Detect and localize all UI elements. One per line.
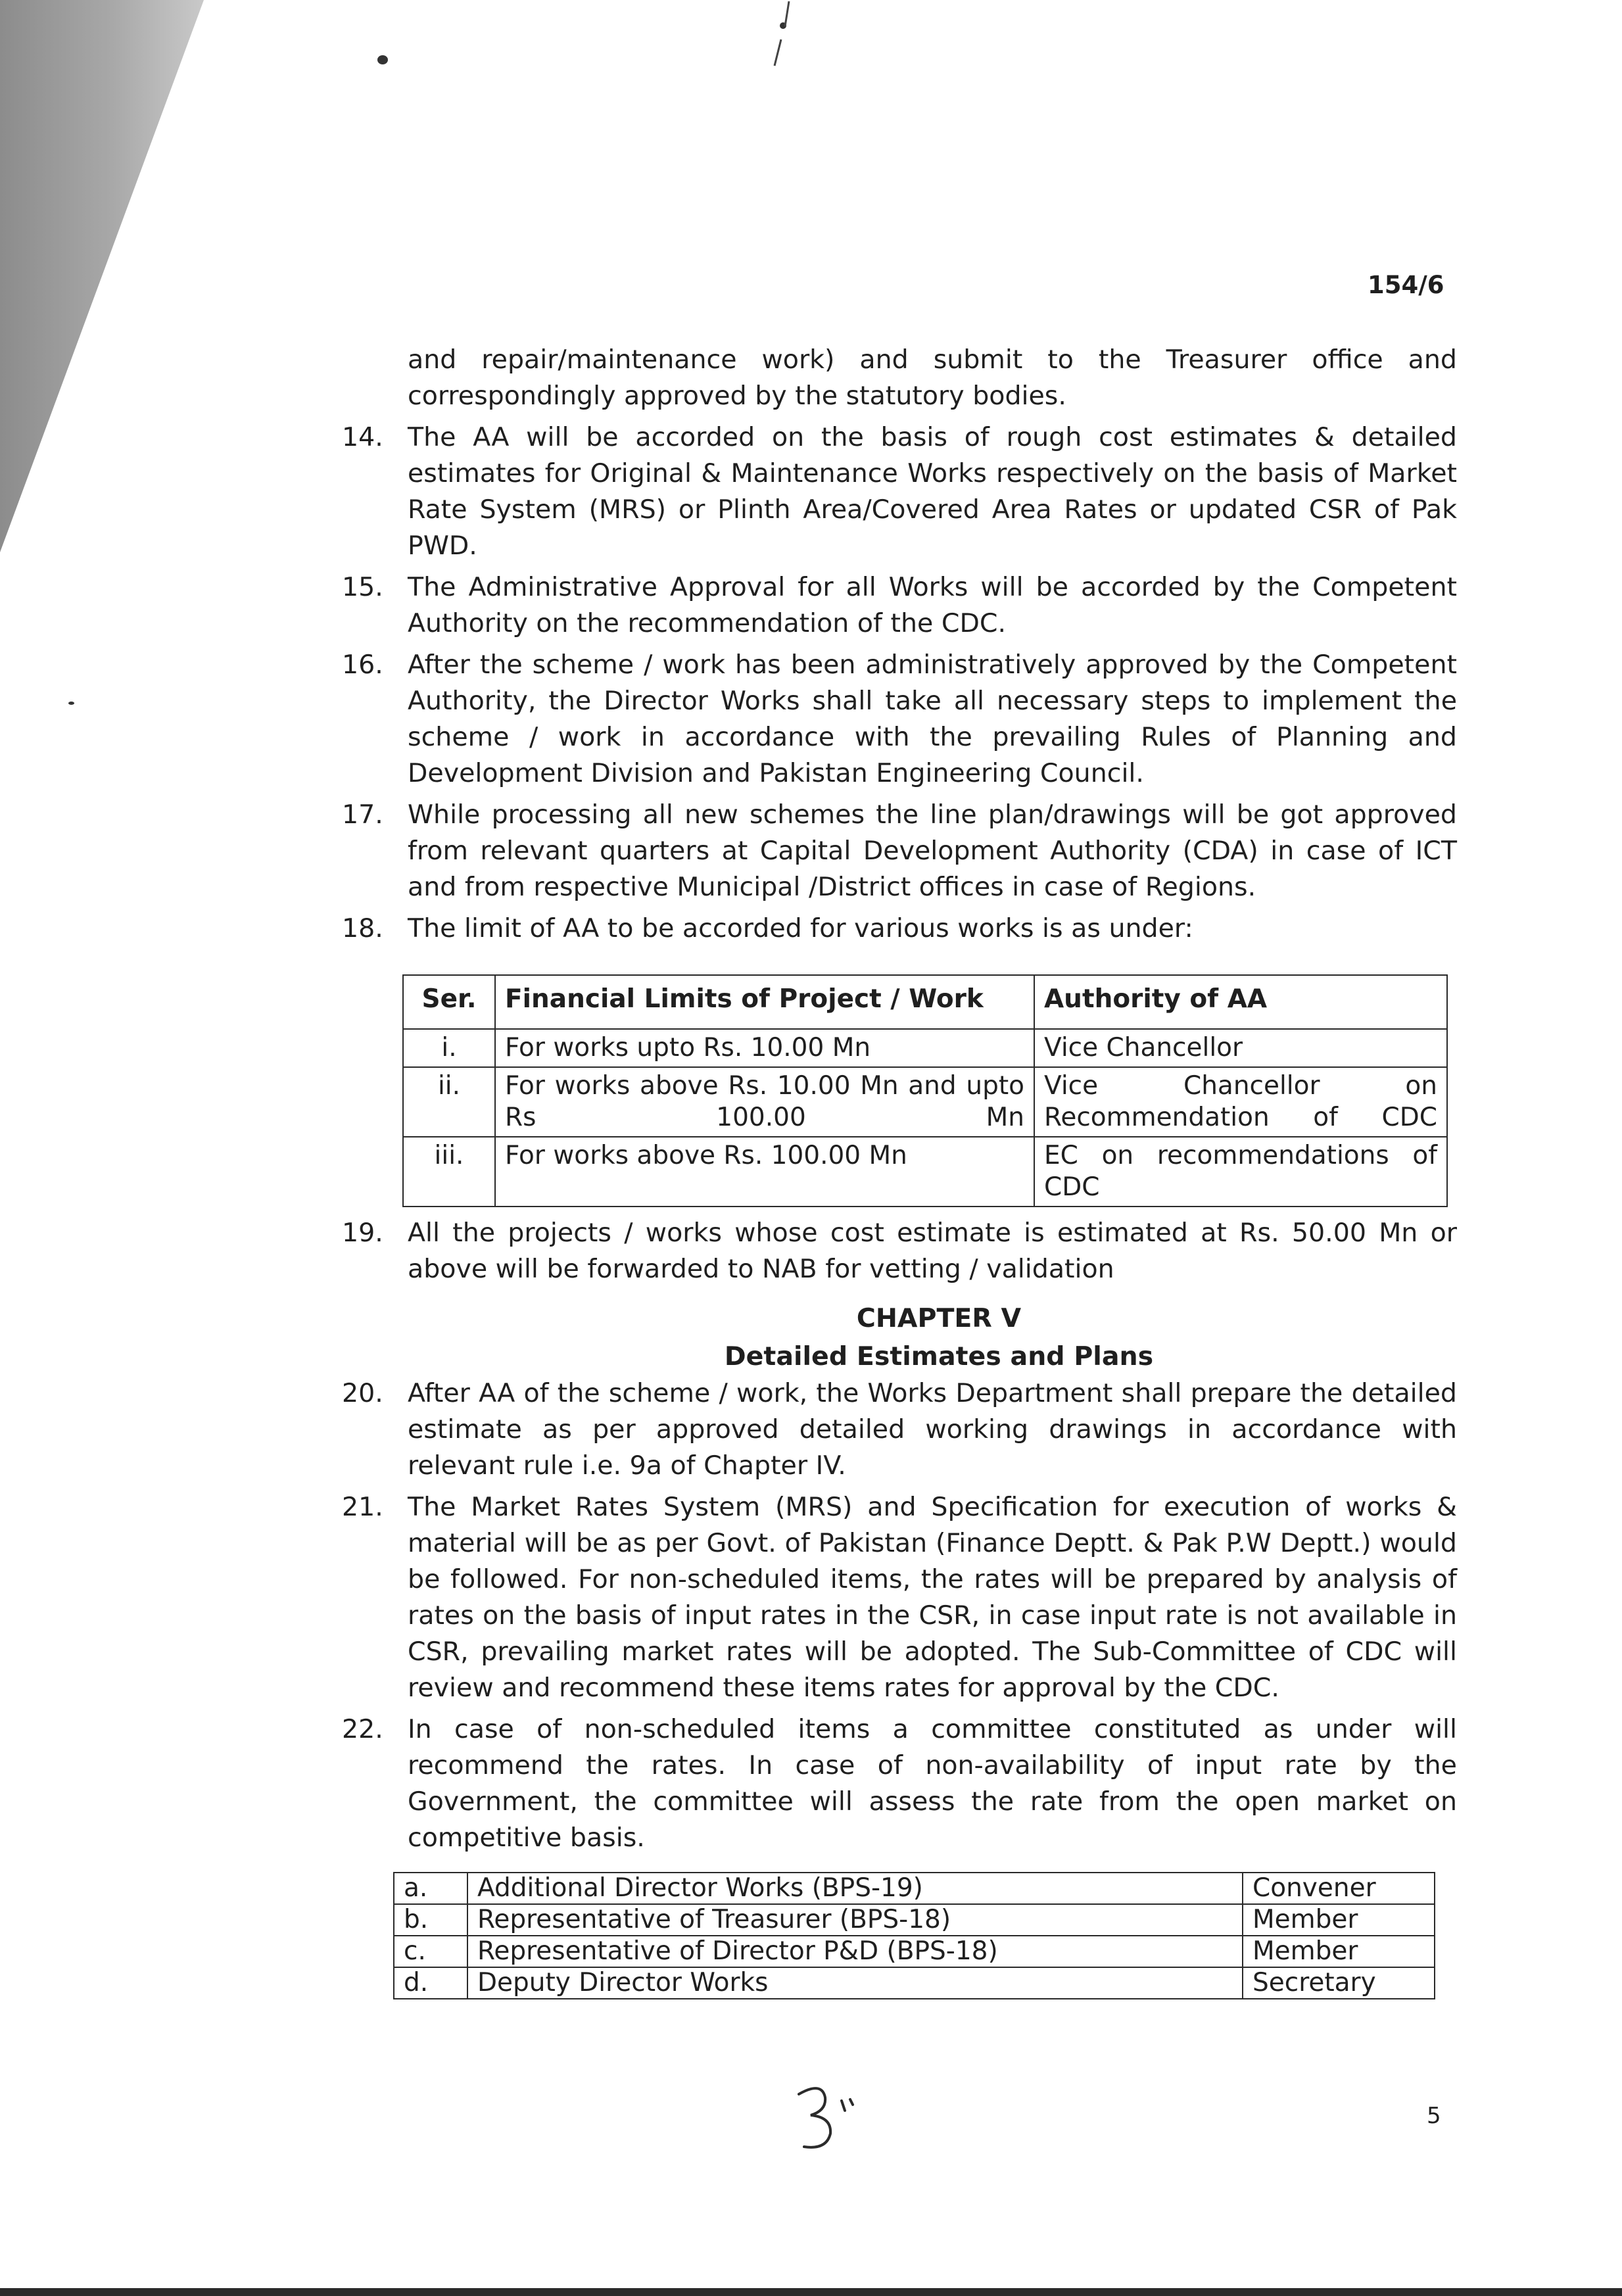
table-cell: Secretary bbox=[1243, 1967, 1435, 1999]
list-item bbox=[342, 1215, 1457, 1287]
table-row bbox=[394, 1967, 1435, 1999]
table-row bbox=[394, 1936, 1435, 1967]
item-number: 19. bbox=[342, 1218, 383, 1248]
column-header: Authority of AA bbox=[1034, 975, 1447, 1029]
item-text: All the projects / works whose cost estimate is estimated at Rs. 50.00 Mn or above will be forwarded to NAB for vetting / validation bbox=[408, 1218, 1457, 1284]
item-number: 14. bbox=[342, 422, 383, 452]
table-cell: iii. bbox=[403, 1137, 495, 1207]
table-cell: b. bbox=[394, 1904, 467, 1936]
item-text: The Administrative Approval for all Works will be accorded by the Competent Authority on the recommendation of the CDC. bbox=[408, 572, 1457, 638]
item-number: 17. bbox=[342, 800, 383, 830]
table-row bbox=[403, 1137, 1447, 1207]
item-number: 21. bbox=[342, 1492, 383, 1522]
item-text: The AA will be accorded on the basis of rough cost estimates & detailed estimates for Original & Maintenance Works respectively on the basis of Market Rate System (MRS) or Plinth Area/Covered Area Rates or updated CSR of Pak PWD. bbox=[408, 422, 1457, 561]
list-item bbox=[342, 419, 1457, 564]
chapter-title: CHAPTER V bbox=[856, 1303, 1022, 1333]
table-cell: Member bbox=[1243, 1936, 1435, 1967]
table-cell: Representative of Director P&D (BPS-18) bbox=[467, 1936, 1243, 1967]
table-cell: For works above Rs. 100.00 Mn bbox=[495, 1137, 1034, 1207]
table-cell: For works upto Rs. 10.00 Mn bbox=[495, 1029, 1034, 1067]
item-number: 22. bbox=[342, 1714, 383, 1744]
item-number: 18. bbox=[342, 913, 383, 944]
table-cell: d. bbox=[394, 1967, 467, 1999]
document-body bbox=[342, 342, 1457, 1999]
page-number: 154/6 bbox=[1368, 271, 1444, 299]
item-number: 15. bbox=[342, 572, 383, 602]
column-header: Ser. bbox=[403, 975, 495, 1029]
table-header-row bbox=[403, 975, 1447, 1029]
item-text: In case of non-scheduled items a committee constituted as under will recommend the rates. In case of non-availability of input rate by the Government, the committee will assess the rate from the open market on competitive basis. bbox=[408, 1714, 1457, 1853]
table-cell: ii. bbox=[403, 1067, 495, 1137]
column-header: Financial Limits of Project / Work bbox=[495, 975, 1034, 1029]
list-item bbox=[342, 647, 1457, 792]
scan-bottom-edge bbox=[0, 2288, 1622, 2296]
item-text: After AA of the scheme / work, the Works Department shall prepare the detailed estimate as per approved detailed working drawings in accordance with relevant rule i.e. 9a of Chapter IV. bbox=[408, 1378, 1457, 1481]
chapter-subtitle: Detailed Estimates and Plans bbox=[724, 1341, 1154, 1372]
item-text: After the scheme / work has been administratively approved by the Competent Authority, the Director Works shall take all necessary steps to implement the scheme / work in accordance with the prevailing Rules of Planning and Development Division and Pakistan Engineering Council. bbox=[408, 650, 1457, 788]
table-cell: Vice Chancellor on Recommendation of CDC bbox=[1034, 1067, 1447, 1137]
scan-speck bbox=[377, 55, 388, 64]
table-row bbox=[403, 1067, 1447, 1137]
committee-table bbox=[393, 1872, 1435, 1999]
table-cell: Vice Chancellor bbox=[1034, 1029, 1447, 1067]
list-item bbox=[342, 1489, 1457, 1706]
table-cell: Representative of Treasurer (BPS-18) bbox=[467, 1904, 1243, 1936]
table-cell: c. bbox=[394, 1936, 467, 1967]
table-cell: Deputy Director Works bbox=[467, 1967, 1243, 1999]
chapter-heading bbox=[421, 1299, 1457, 1375]
table-cell: Convener bbox=[1243, 1873, 1435, 1904]
table-cell: Member bbox=[1243, 1904, 1435, 1936]
table-cell: EC on recommendations of CDC bbox=[1034, 1137, 1447, 1207]
table-cell: Additional Director Works (BPS-19) bbox=[467, 1873, 1243, 1904]
table-cell: For works above Rs. 10.00 Mn and upto Rs 100.00 Mn bbox=[495, 1067, 1034, 1137]
item-text: While processing all new schemes the line plan/drawings will be got approved from relevant quarters at Capital Development Authority (CDA) in case of ICT and from respective Municipal /District offices in case of Regions. bbox=[408, 800, 1457, 902]
table-cell: a. bbox=[394, 1873, 467, 1904]
list-item bbox=[342, 1375, 1457, 1484]
handwritten-mark bbox=[763, 0, 802, 72]
table-row bbox=[394, 1873, 1435, 1904]
table-cell: i. bbox=[403, 1029, 495, 1067]
aa-limits-table bbox=[402, 974, 1448, 1207]
list-item bbox=[342, 569, 1457, 642]
table-row bbox=[394, 1904, 1435, 1936]
list-item bbox=[342, 797, 1457, 905]
footer-page-number: 5 bbox=[1427, 2103, 1441, 2129]
table-row bbox=[403, 1029, 1447, 1067]
item-text: The Market Rates System (MRS) and Specification for execution of works & material will be as per Govt. of Pakistan (Finance Deptt. & Pak P.W Deptt.) would be followed. For non-scheduled items, the rates will be prepared by analysis of rates on the basis of input rates in the CSR, in case input rate is not available in CSR, prevailing market rates will be adopted. The Sub-Committee of CDC will review and recommend these items rates for approval by the CDC. bbox=[408, 1492, 1457, 1703]
handwritten-initial bbox=[792, 2081, 865, 2153]
scan-shadow bbox=[0, 0, 204, 552]
item-number: 16. bbox=[342, 650, 383, 680]
item-number: 20. bbox=[342, 1378, 383, 1408]
item-text: The limit of AA to be accorded for various works is as under: bbox=[408, 913, 1193, 944]
scan-speck bbox=[68, 702, 74, 705]
list-item bbox=[342, 911, 1457, 947]
list-item bbox=[342, 1711, 1457, 1856]
intro-paragraph: and repair/maintenance work) and submit to the Treasurer office and correspondingly approved by the statutory bodies. bbox=[408, 345, 1457, 411]
